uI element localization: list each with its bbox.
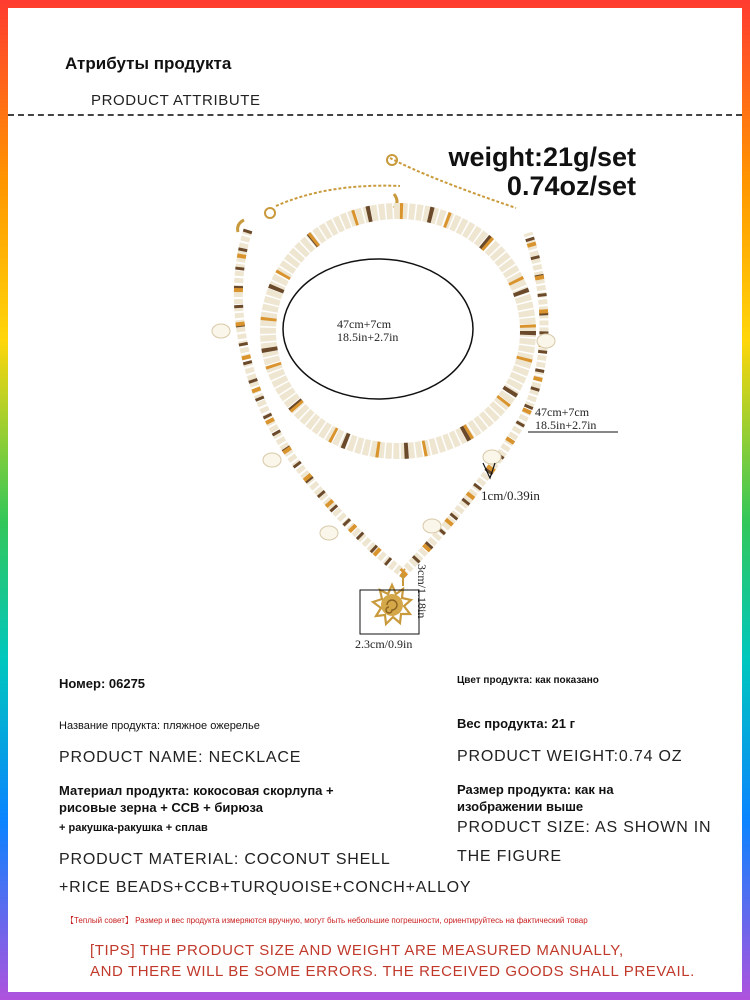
shell-bead (483, 450, 501, 464)
inner-size-cm: 47cm+7cm (337, 317, 392, 331)
inner-size-in: 18.5in+2.7in (337, 330, 399, 344)
outer-size-cm: 47cm+7cm (535, 405, 590, 419)
size-en-line: THE FIGURE (457, 848, 562, 865)
material-ru-line: + ракушка-ракушка + сплав (59, 822, 208, 834)
pendant-height-label: 3cm/1.18in (415, 564, 429, 619)
material-ru-line: рисовые зерна + CCB + бирюза (59, 800, 263, 815)
sun-pendant-icon (373, 585, 411, 624)
page-title-ru: Атрибуты продукта (65, 54, 232, 73)
shell-bead (320, 526, 338, 540)
material-ru (59, 782, 334, 816)
inner-size-label (337, 318, 398, 344)
product-name-en: PRODUCT NAME: NECKLACE (59, 749, 302, 766)
page-frame (8, 8, 742, 992)
size-ru (457, 781, 614, 815)
weight-ounces: 0.74oz/set (506, 171, 636, 201)
pendant-width-label: 2.3cm/0.9in (355, 637, 413, 651)
shell-bead (263, 453, 281, 467)
tip-ru: 【Теплый совет】 Размер и вес продукта измеряются вручную, могут быть небольшие погрешности, ориентируйтесь на фактический товар (66, 916, 588, 925)
inner-chain (276, 186, 400, 206)
weight-grams: weight:21g/set (448, 142, 636, 172)
size-ru-line: изображении выше (457, 799, 584, 814)
bead-size-label: 1cm/0.39in (481, 488, 540, 503)
product-number: Номер: 06275 (59, 676, 146, 691)
shell-bead (212, 324, 230, 338)
material-ru-line: Материал продукта: кокосовая скорлупа + (59, 783, 334, 798)
shell-bead (537, 334, 555, 348)
lobster-clasp-icon (238, 220, 244, 232)
page-title-en: PRODUCT ATTRIBUTE (91, 92, 261, 109)
tip-en (90, 940, 695, 982)
material-en-line: PRODUCT MATERIAL: COCONUT SHELL (59, 851, 391, 868)
tip-en-line: AND THERE WILL BE SOME ERRORS. THE RECEIVED GOODS SHALL PREVAIL. (90, 963, 695, 980)
outer-size-label (535, 406, 596, 432)
product-color: Цвет продукта: как показано (457, 675, 599, 686)
product-weight-ru: Вес продукта: 21 г (457, 716, 576, 731)
clasp-ring-icon (265, 208, 275, 218)
product-weight-en: PRODUCT WEIGHT:0.74 OZ (457, 748, 683, 765)
size-ru-line: Размер продукта: как на (457, 782, 614, 797)
outer-size-in: 18.5in+2.7in (535, 418, 597, 432)
material-en-line: +RICE BEADS+CCB+TURQUOISE+CONCH+ALLOY (59, 879, 472, 896)
size-en-line: PRODUCT SIZE: AS SHOWN IN (457, 819, 712, 836)
shell-bead (423, 519, 441, 533)
tip-en-line: [TIPS] THE PRODUCT SIZE AND WEIGHT ARE MEASURED MANUALLY, (90, 942, 624, 959)
product-name-ru: Название продукта: пляжное ожерелье (59, 720, 260, 732)
